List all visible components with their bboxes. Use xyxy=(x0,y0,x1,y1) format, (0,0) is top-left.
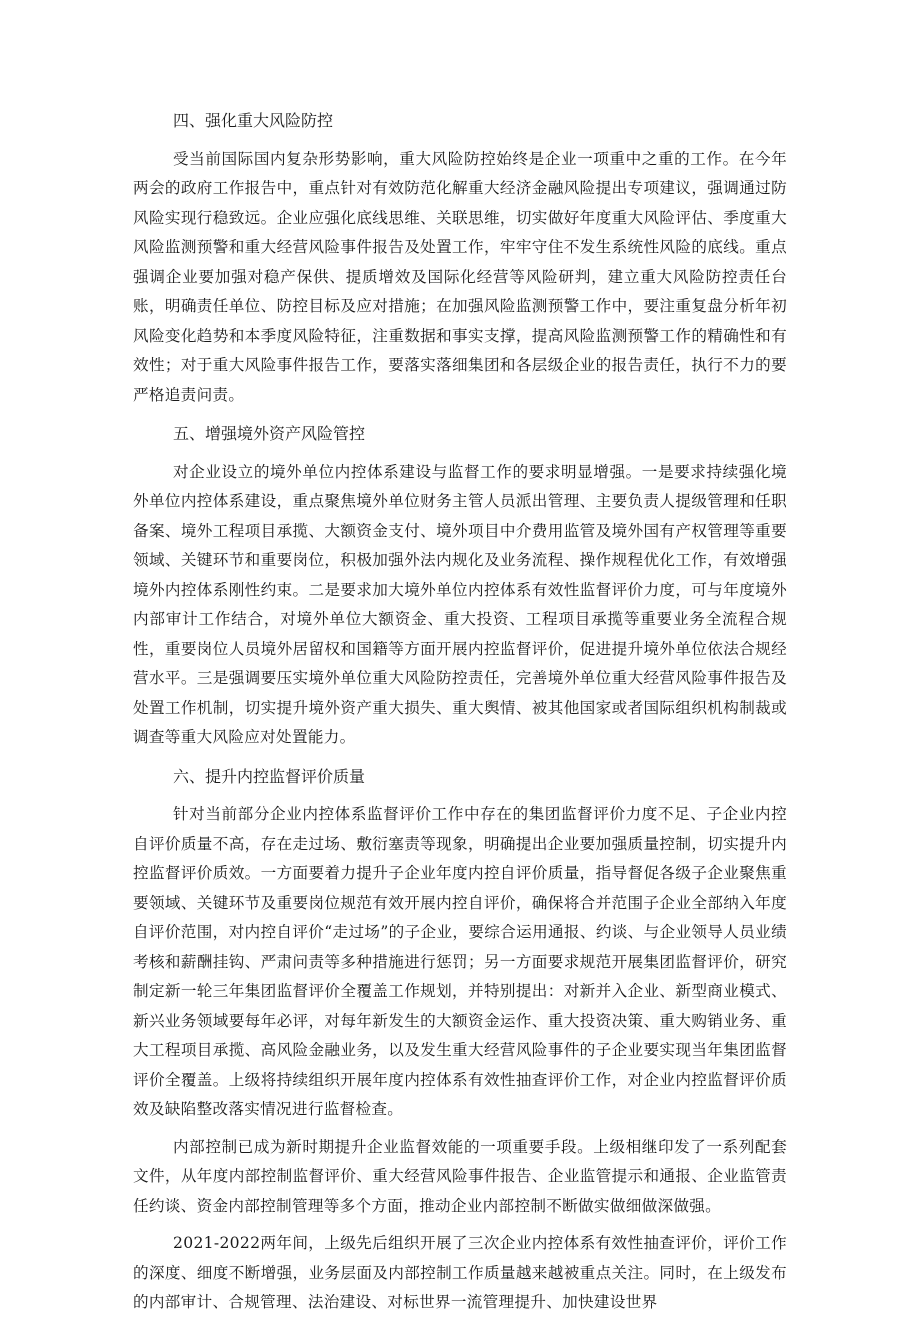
section-6-body: 针对当前部分企业内控体系监督评价工作中存在的集团监督评价力度不足、子企业内控自评价质量不高，存在走过场、敷衍塞责等现象，明确提出企业要加强质量控制，切实提升内控监督评价质效。一方面要着力提升子企业年度内控自评价质量，指导督促各级子企业聚焦重要领域、关键环节及重要岗位规范有效开展内控自评价，确保将合并范围子企业全部纳入年度自评价范围，对内控自评价“走过场”的子企业，要综合运用通报、约谈、与企业领导人员业绩考核和薪酬挂钩、严肃问责等多种措施进行惩罚；另一方面要求规范开展集团监督评价，研究制定新一轮三年集团监督评价全覆盖工作规划，并特别提出：对新并入企业、新型商业模式、新兴业务领域要每年必评，对每年新发生的大额资金运作、重大投资决策、重大购销业务、重大工程项目承揽、高风险金融业务，以及发生重大经营风险事件的子企业要实现当年集团监督评价全覆盖。上级将持续组织开展年度内控体系有效性抽查评价工作，对企业内控监督评价质效及缺陷整改落实情况进行监督检查。 xyxy=(133,805,787,1118)
section-4-body: 受当前国际国内复杂形势影响，重大风险防控始终是企业一项重中之重的工作。在今年两会的政府工作报告中，重点针对有效防范化解重大经济金融风险提出专项建议，强调通过防风险实现行稳致远。企业应强化底线思维、关联思维，切实做好年度重大风险评估、季度重大风险监测预警和重大经营风险事件报告及处置工作，牢牢守住不发生系统性风险的底线。重点强调企业要加强对稳产保供、提质增效及国际化经营等风险研判，建立重大风险防控责任台账，明确责任单位、防控目标及应对措施；在加强风险监测预警工作中，要注重复盘分析年初风险变化趋势和本季度风险特征，注重数据和事实支撑，提高风险监测预警工作的精确性和有效性；对于重大风险事件报告工作，要落实落细集团和各层级企业的报告责任，执行不力的要严格追责问责。 xyxy=(133,149,787,404)
section-4-heading: 四、强化重大风险防控 xyxy=(173,111,334,130)
closing-paragraph-1: 内部控制已成为新时期提升企业监督效能的一项重要手段。上级相继印发了一系列配套文件，从年度内部控制监督评价、重大经营风险事件报告、企业监管提示和通报、企业监管责任约谈、资金内部控制管理等多个方面，推动企业内部控制不断做实做细做深做强。 xyxy=(133,1137,787,1215)
closing-paragraph-2: 2021-2022两年间，上级先后组织开展了三次企业内控体系有效性抽查评价，评价工作的深度、细度不断增强，业务层面及内部控制工作质量越来越被重点关注。同时，在上级发布的内部审计、合规管理、法治建设、对标世界一流管理提升、加快建设世界 xyxy=(133,1234,787,1311)
section-5-body: 对企业设立的境外单位内控体系建设与监督工作的要求明显增强。一是要求持续强化境外单位内控体系建设，重点聚焦境外单位财务主管人员派出管理、主要负责人提级管理和任职备案、境外工程项目承揽、大额资金支付、境外项目中介费用监管及境外国有产权管理等重要领域、关键环节和重要岗位，积极加强外法内规化及业务流程、操作规程优化工作，有效增强境外内控体系刚性约束。二是要求加大境外单位内控体系有效性监督评价力度，可与年度境外内部审计工作结合，对境外单位大额资金、重大投资、工程项目承揽等重要业务全流程合规性，重要岗位人员境外居留权和国籍等方面开展内控监督评价，促进提升境外单位依法合规经营水平。三是强调要压实境外单位重大风险防控责任，完善境外单位重大经营风险事件报告及处置工作机制，切实提升境外资产重大损失、重大舆情、被其他国家或者国际组织机构制裁或调查等重大风险应对处置能力。 xyxy=(133,462,787,746)
section-5-heading: 五、增强境外资产风险管控 xyxy=(173,424,366,443)
document-page xyxy=(133,106,787,1318)
section-6-heading: 六、提升内控监督评价质量 xyxy=(173,766,366,786)
